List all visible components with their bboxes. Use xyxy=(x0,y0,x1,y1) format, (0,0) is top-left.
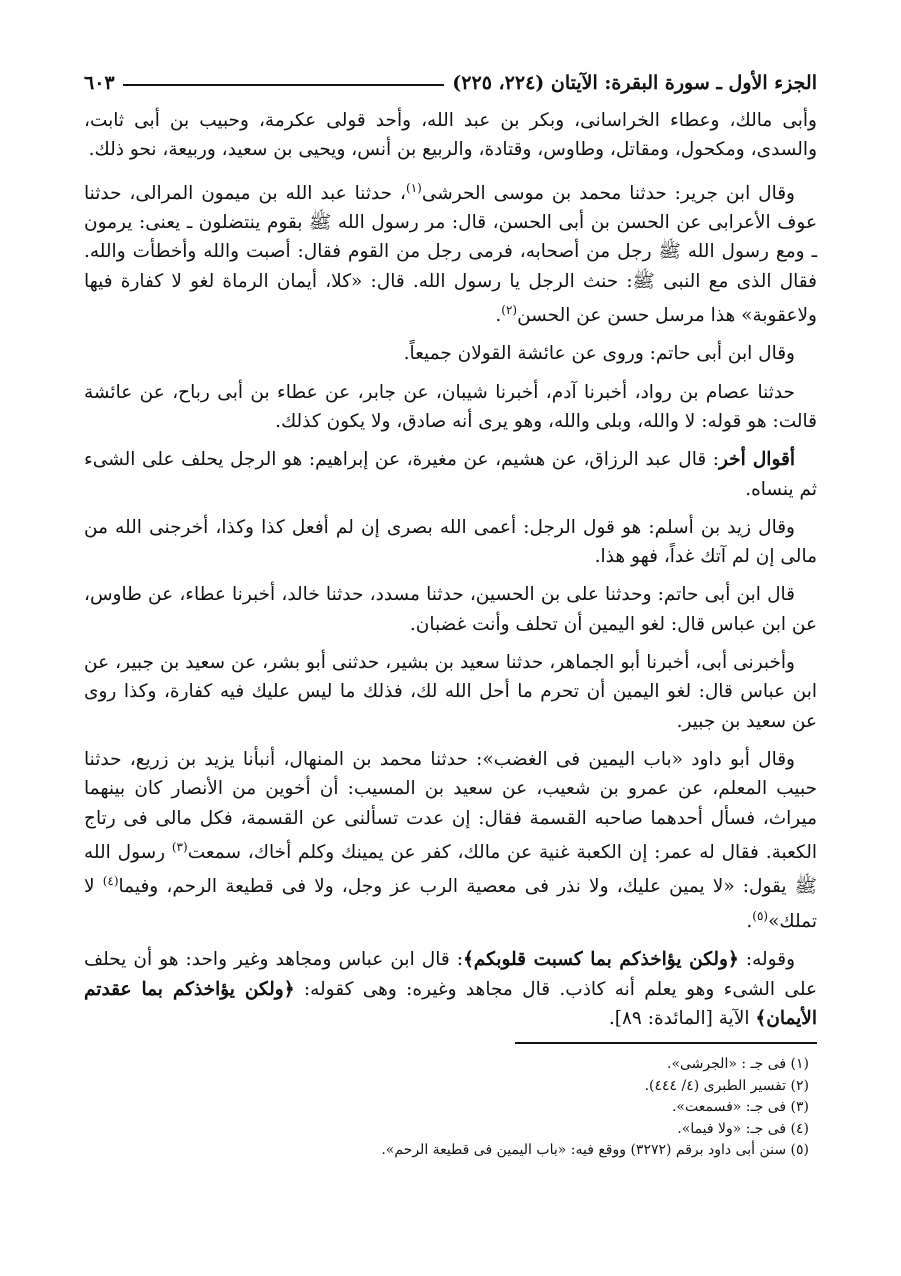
paragraph-text: لا تملك» xyxy=(84,876,817,932)
paragraph-text: ، حدثنا عبد الله بن ميمون المرالى، حدثنا عوف الأعرابى عن الحسن بن أبى الحسن، قال: مر رسول الله ﷺ بقوم ينتضلون ـ يعنى: يرمون ـ ومع رسول الله ﷺ رجل من أصحابه، فرمى رجل من القوم فقال: أصبت والله وأخطأت والله. فقال الذى مع النبى ﷺ: حنث الرجل يا رسول الله. قال: «كلا، أيمان الرماة لغو لا كفارة فيها ولاعقوبة» هذا مرسل حسن عن الحسن xyxy=(84,182,817,327)
paragraph xyxy=(84,174,817,331)
header-title: الجزء الأول ـ سورة البقرة: الآيتان (٢٢٤، ٢٢٥) xyxy=(452,72,817,94)
paragraph xyxy=(84,745,817,936)
paragraph xyxy=(84,378,817,437)
paragraph-text: حدثنا عصام بن رواد، أخبرنا آدم، أخبرنا شيبان، عن جابر، عن عطاء بن أبى رباح، عن عائشة قالت: هو قوله: لا والله، وبلى والله، وهو يرى أنه صادق، ولا يكون كذلك. xyxy=(84,381,817,432)
header-rule xyxy=(123,84,445,86)
footnote: (٣) فى جـ: «فسمعت». xyxy=(671,1099,809,1116)
footnote: (١) فى جـ : «الجرشى». xyxy=(667,1056,809,1073)
footnote-ref: (٣) xyxy=(171,839,188,854)
paragraph-text: وقال ابن جرير: حدثنا محمد بن موسى الحرشى xyxy=(421,182,795,204)
body-text xyxy=(84,106,817,1033)
paragraph xyxy=(84,339,817,368)
footnote: (٢) تفسير الطبرى (٤/ ٤٤٤). xyxy=(644,1077,809,1094)
paragraph-text: رسول الله ﷺ يقول: «لا يمين عليك، ولا نذر فى معصية الرب عز وجل، ولا فى قطيعة الرحم، وفيما xyxy=(84,842,818,898)
paragraph xyxy=(84,106,817,165)
paragraph xyxy=(84,580,817,639)
paragraph-text: وأبى مالك، وعطاء الخراسانى، وبكر بن عبد الله، وأحد قولى عكرمة، وحبيب بن أبى ثابت، والسدى، ومكحول، ومقاتل، وطاوس، وقتادة، والربيع بن أنس، ويحيى بن سعيد، وربيعة، نحو ذلك. xyxy=(84,110,817,161)
footnote-ref: (٤) xyxy=(102,874,119,889)
emphasis-text: ﴿ولكن يؤاخذكم بما كسبت قلوبكم﴾ xyxy=(462,949,739,971)
paragraph xyxy=(84,648,817,736)
footnote: (٤) فى جـ: «ولا فيما». xyxy=(677,1120,809,1137)
paragraph-text: قال ابن أبى حاتم: وحدثنا على بن الحسين، حدثنا مسدد، حدثنا خالد، أخبرنا عطاء، عن طاوس، عن ابن عباس قال: لغو اليمين أن تحلف وأنت غضبان. xyxy=(84,584,817,635)
paragraph-text: وقوله: xyxy=(738,949,796,971)
emphasis-text: ﴿ولكن يؤاخذكم بما عقدتم الأيمان﴾ xyxy=(84,978,817,1029)
page-number: ٦٠٣ xyxy=(84,72,115,94)
paragraph-text: الآية [المائدة: ٨٩]. xyxy=(608,1007,756,1029)
running-header xyxy=(84,66,817,100)
footnote: (٥) سنن أبى داود برقم (٣٢٧٢) ووقع فيه: «باب اليمين فى قطيعة الرحم». xyxy=(381,1142,809,1159)
footnote-separator xyxy=(515,1042,817,1044)
footnote-ref: (٢) xyxy=(501,302,518,317)
footnote-ref: (١) xyxy=(406,180,422,195)
paragraph-text: : قال ابن عباس ومجاهد وغير واحد: هو أن يحلف على الشىء وهو يعلم أنه كاذب. قال مجاهد وغيره: وهى كقوله: xyxy=(84,949,817,1000)
footnotes xyxy=(84,1054,817,1162)
paragraph xyxy=(84,513,817,572)
paragraph-text: : قال عبد الرزاق، عن هشيم، عن مغيرة، عن إبراهيم: هو الرجل يحلف على الشىء ثم ينساه. xyxy=(84,449,817,500)
paragraph-text: . xyxy=(746,910,753,932)
paragraph-text: وقال أبو داود «باب اليمين فى الغضب»: حدثنا محمد بن المنهال، أنبأنا يزيد بن زريع، حدثنا حبيب المعلم، عن عمرو بن شعيب، عن سعيد بن المسيب: أن أخوين من الأنصار كان بينهما ميراث، فسأل أحدهما صاحبه القسمة فقال: إن عدت تسألنى عن القسمة، فكل مالى فى رتاج الكعبة. فقال له عمر: إن الكعبة غنية عن مالك، كفر عن يمينك وكلم أخاك، سمعت xyxy=(84,748,817,863)
paragraph-text: وقال زيد بن أسلم: هو قول الرجل: أعمى الله بصرى إن لم أفعل كذا وكذا، أخرجنى الله من مالى إن لم آتك غداً، فهو هذا. xyxy=(84,516,817,568)
paragraph-text: . xyxy=(495,305,502,327)
paragraph-text: وقال ابن أبى حاتم: وروى عن عائشة القولان جميعاً. xyxy=(403,343,795,365)
emphasis-text: أقوال أخر xyxy=(718,449,795,471)
footnote-ref: (٥) xyxy=(752,908,769,923)
paragraph-text: وأخبرنى أبى، أخبرنا أبو الجماهر، حدثنا سعيد بن بشير، حدثنى أبو بشر، عن سعيد بن جبير، عن ابن عباس قال: لغو اليمين أن تحرم ما أحل الله لك، فذلك ما ليس عليك فيه كفارة، وكذا روى عن سعيد بن جبير. xyxy=(84,652,817,732)
paragraph xyxy=(84,945,817,1033)
paragraph xyxy=(84,445,817,504)
